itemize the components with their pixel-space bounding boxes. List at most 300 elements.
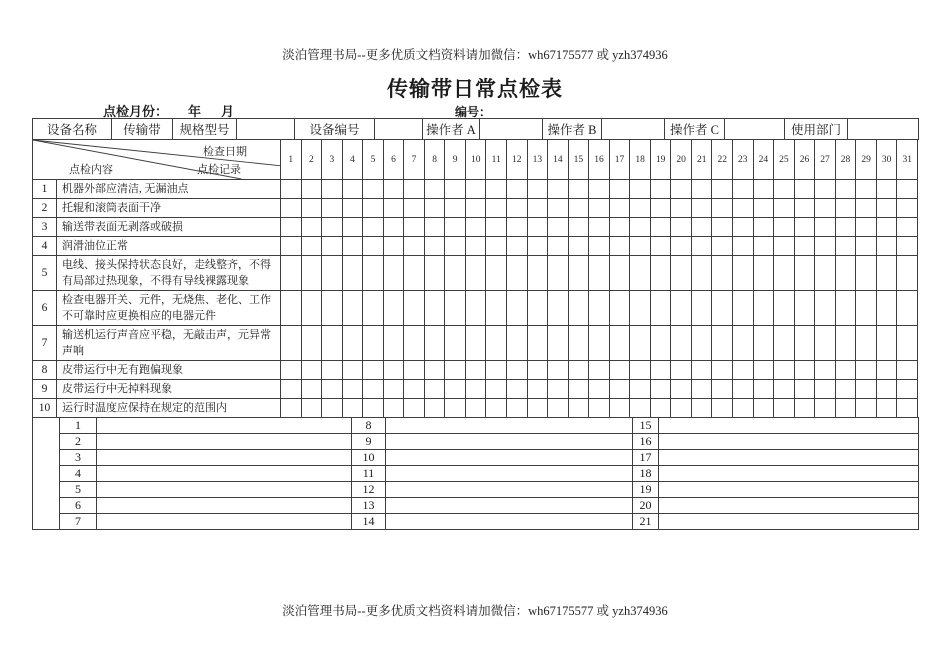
check-row-7 — [33, 326, 918, 361]
day-record-cell — [609, 256, 630, 291]
remark-number: 4 — [60, 466, 97, 482]
day-record-cell — [568, 326, 589, 361]
day-record-cell — [753, 399, 774, 418]
day-25-header: 25 — [774, 140, 795, 180]
day-record-cell — [281, 399, 302, 418]
day-record-cell — [671, 380, 692, 399]
day-record-cell — [609, 380, 630, 399]
day-record-cell — [691, 180, 712, 199]
day-record-cell — [383, 291, 404, 326]
remark-number: 17 — [633, 450, 659, 466]
day-record-cell — [486, 256, 507, 291]
day-record-cell — [753, 291, 774, 326]
check-item-text: 电线、接头保持状态良好，走线整齐，不得有局部过热现象，不得有导线裸露现象 — [57, 256, 281, 291]
day-record-cell — [794, 380, 815, 399]
remark-value-cell — [659, 434, 919, 450]
day-record-cell — [753, 326, 774, 361]
day-record-cell — [733, 256, 754, 291]
operator-c-value — [725, 119, 785, 140]
check-row-4 — [33, 237, 918, 256]
day-27-header: 27 — [815, 140, 836, 180]
day-record-cell — [671, 399, 692, 418]
day-4-header: 4 — [342, 140, 363, 180]
check-content-label: 点检内容 — [69, 164, 113, 176]
day-record-cell — [835, 326, 856, 361]
day-record-cell — [630, 326, 651, 361]
day-record-cell — [589, 256, 610, 291]
day-record-cell — [363, 291, 384, 326]
day-record-cell — [856, 361, 877, 380]
day-record-cell — [733, 291, 754, 326]
day-record-cell — [691, 256, 712, 291]
day-record-cell — [465, 180, 486, 199]
check-record-label: 点检记录 — [197, 164, 241, 176]
day-record-cell — [897, 180, 918, 199]
day-record-cell — [897, 291, 918, 326]
day-record-cell — [733, 237, 754, 256]
day-record-cell — [774, 256, 795, 291]
day-record-cell — [363, 256, 384, 291]
day-record-cell — [650, 326, 671, 361]
day-record-cell — [363, 326, 384, 361]
day-record-cell — [404, 380, 425, 399]
day-record-cell — [301, 291, 322, 326]
day-record-cell — [897, 256, 918, 291]
remark-number: 16 — [633, 434, 659, 450]
day-3-header: 3 — [322, 140, 343, 180]
device-name-label: 设备名称 — [33, 119, 112, 140]
day-record-cell — [465, 361, 486, 380]
day-record-cell — [794, 237, 815, 256]
day-record-cell — [548, 361, 569, 380]
day-record-cell — [671, 180, 692, 199]
day-record-cell — [650, 256, 671, 291]
day-record-cell — [342, 237, 363, 256]
day-record-cell — [548, 291, 569, 326]
day-record-cell — [733, 218, 754, 237]
page-title: 传输带日常点检表 — [387, 78, 563, 101]
day-record-cell — [589, 199, 610, 218]
day-record-cell — [712, 399, 733, 418]
day-13-header: 13 — [527, 140, 548, 180]
top-watermark-note: 淡泊管理书局--更多优质文档资料请加微信：wh67175577 或 yzh374936 — [282, 48, 668, 62]
day-record-cell — [774, 218, 795, 237]
device-number-value — [375, 119, 423, 140]
remarks-row-5 — [33, 482, 919, 498]
day-record-cell — [897, 218, 918, 237]
day-record-cell — [301, 326, 322, 361]
day-15-header: 15 — [568, 140, 589, 180]
remark-number: 9 — [352, 434, 386, 450]
day-record-cell — [404, 237, 425, 256]
day-record-cell — [815, 291, 836, 326]
day-record-cell — [753, 199, 774, 218]
remarks-row-1 — [33, 418, 919, 434]
spec-model-value — [237, 119, 295, 140]
day-11-header: 11 — [486, 140, 507, 180]
bottom-watermark-note: 淡泊管理书局--更多优质文档资料请加微信：wh67175577 或 yzh374936 — [282, 604, 668, 618]
day-record-cell — [897, 326, 918, 361]
day-record-cell — [363, 380, 384, 399]
remark-number: 7 — [60, 514, 97, 530]
day-record-cell — [486, 180, 507, 199]
day-record-cell — [363, 199, 384, 218]
day-record-cell — [712, 361, 733, 380]
day-record-cell — [835, 218, 856, 237]
day-record-cell — [733, 199, 754, 218]
day-10-header: 10 — [465, 140, 486, 180]
check-row-number: 6 — [33, 291, 57, 326]
day-record-cell — [630, 237, 651, 256]
day-record-cell — [486, 326, 507, 361]
day-record-cell — [301, 399, 322, 418]
operator-c-label: 操作者 C — [665, 119, 725, 140]
day-31-header: 31 — [897, 140, 918, 180]
day-record-cell — [301, 361, 322, 380]
day-record-cell — [465, 399, 486, 418]
day-record-cell — [527, 361, 548, 380]
check-item-text: 机器外部应清洁, 无漏油点 — [57, 180, 281, 199]
day-record-cell — [507, 380, 528, 399]
remark-number: 18 — [633, 466, 659, 482]
day-record-cell — [815, 180, 836, 199]
day-record-cell — [486, 199, 507, 218]
day-20-header: 20 — [671, 140, 692, 180]
day-record-cell — [445, 326, 466, 361]
remarks-row-4 — [33, 466, 919, 482]
day-9-header: 9 — [445, 140, 466, 180]
check-row-number: 7 — [33, 326, 57, 361]
check-row-number: 3 — [33, 218, 57, 237]
day-record-cell — [753, 218, 774, 237]
day-record-cell — [794, 218, 815, 237]
day-record-cell — [445, 256, 466, 291]
day-record-cell — [856, 199, 877, 218]
day-record-cell — [383, 256, 404, 291]
day-record-cell — [301, 199, 322, 218]
day-7-header: 7 — [404, 140, 425, 180]
remark-number: 1 — [60, 418, 97, 434]
day-2-header: 2 — [301, 140, 322, 180]
day-record-cell — [630, 256, 651, 291]
day-record-cell — [363, 237, 384, 256]
day-record-cell — [876, 380, 897, 399]
day-record-cell — [548, 218, 569, 237]
day-record-cell — [774, 237, 795, 256]
day-record-cell — [774, 399, 795, 418]
day-record-cell — [589, 380, 610, 399]
day-record-cell — [568, 291, 589, 326]
remark-value-cell — [659, 450, 919, 466]
day-record-cell — [671, 326, 692, 361]
day-record-cell — [383, 180, 404, 199]
day-record-cell — [301, 256, 322, 291]
day-record-cell — [527, 380, 548, 399]
remark-number: 6 — [60, 498, 97, 514]
day-record-cell — [424, 326, 445, 361]
day-record-cell — [342, 291, 363, 326]
day-record-cell — [342, 361, 363, 380]
day-record-cell — [404, 361, 425, 380]
day-record-cell — [322, 399, 343, 418]
day-record-cell — [548, 380, 569, 399]
day-record-cell — [465, 218, 486, 237]
day-record-cell — [568, 380, 589, 399]
check-item-text: 皮带运行中无有跑偏现象 — [57, 361, 281, 380]
day-record-cell — [856, 380, 877, 399]
check-date-label: 检查日期 — [203, 146, 247, 158]
day-record-cell — [794, 256, 815, 291]
day-19-header: 19 — [650, 140, 671, 180]
day-record-cell — [630, 180, 651, 199]
day-record-cell — [383, 399, 404, 418]
day-record-cell — [363, 399, 384, 418]
remark-number: 5 — [60, 482, 97, 498]
day-record-cell — [609, 326, 630, 361]
day-record-cell — [301, 180, 322, 199]
day-record-cell — [445, 291, 466, 326]
day-record-cell — [383, 199, 404, 218]
remark-value-cell — [386, 514, 633, 530]
remark-value-cell — [659, 418, 919, 434]
remark-number: 3 — [60, 450, 97, 466]
day-record-cell — [548, 256, 569, 291]
day-record-cell — [424, 218, 445, 237]
remark-value-cell — [97, 498, 352, 514]
day-record-cell — [856, 256, 877, 291]
day-record-cell — [630, 218, 651, 237]
day-record-cell — [856, 237, 877, 256]
day-record-cell — [712, 380, 733, 399]
day-30-header: 30 — [876, 140, 897, 180]
remark-value-cell — [97, 514, 352, 530]
day-record-cell — [507, 291, 528, 326]
day-record-cell — [876, 361, 897, 380]
remark-value-cell — [659, 498, 919, 514]
check-item-text: 托辊和滚筒表面干净 — [57, 199, 281, 218]
remarks-table — [32, 417, 919, 530]
day-record-cell — [445, 399, 466, 418]
day-record-cell — [671, 291, 692, 326]
day-record-cell — [712, 218, 733, 237]
day-16-header: 16 — [589, 140, 610, 180]
day-record-cell — [568, 237, 589, 256]
day-record-cell — [794, 180, 815, 199]
day-record-cell — [876, 291, 897, 326]
remark-value-cell — [97, 450, 352, 466]
day-record-cell — [815, 399, 836, 418]
day-record-cell — [630, 291, 651, 326]
check-row-9 — [33, 380, 918, 399]
device-number-label: 设备编号 — [295, 119, 375, 140]
equipment-info-table — [32, 118, 919, 140]
day-record-cell — [322, 361, 343, 380]
day-23-header: 23 — [733, 140, 754, 180]
day-record-cell — [281, 218, 302, 237]
day-record-cell — [568, 218, 589, 237]
day-record-cell — [835, 237, 856, 256]
day-record-cell — [424, 199, 445, 218]
day-record-cell — [322, 291, 343, 326]
remark-number: 15 — [633, 418, 659, 434]
day-record-cell — [465, 291, 486, 326]
day-record-cell — [445, 199, 466, 218]
day-record-cell — [794, 199, 815, 218]
left-spacer-cell — [33, 418, 60, 530]
check-row-8 — [33, 361, 918, 380]
daily-check-table — [32, 139, 918, 418]
day-record-cell — [815, 326, 836, 361]
day-record-cell — [650, 399, 671, 418]
serial-number-label: 编号： — [455, 105, 492, 119]
day-record-cell — [897, 361, 918, 380]
day-record-cell — [794, 291, 815, 326]
day-record-cell — [589, 218, 610, 237]
day-record-cell — [383, 380, 404, 399]
remark-number: 20 — [633, 498, 659, 514]
day-17-header: 17 — [609, 140, 630, 180]
day-record-cell — [774, 326, 795, 361]
day-record-cell — [342, 399, 363, 418]
day-record-cell — [897, 399, 918, 418]
day-record-cell — [342, 380, 363, 399]
day-record-cell — [650, 199, 671, 218]
day-record-cell — [548, 199, 569, 218]
day-record-cell — [712, 326, 733, 361]
day-record-cell — [609, 237, 630, 256]
day-record-cell — [281, 180, 302, 199]
day-record-cell — [630, 399, 651, 418]
day-record-cell — [794, 361, 815, 380]
day-record-cell — [465, 199, 486, 218]
day-record-cell — [404, 399, 425, 418]
operator-a-value — [480, 119, 543, 140]
check-row-10 — [33, 399, 918, 418]
day-record-cell — [835, 399, 856, 418]
day-record-cell — [835, 256, 856, 291]
day-record-cell — [527, 291, 548, 326]
remark-value-cell — [659, 466, 919, 482]
remark-number: 21 — [633, 514, 659, 530]
day-record-cell — [691, 361, 712, 380]
day-record-cell — [281, 199, 302, 218]
remark-value-cell — [386, 482, 633, 498]
day-record-cell — [507, 180, 528, 199]
remark-value-cell — [386, 450, 633, 466]
day-record-cell — [630, 380, 651, 399]
day-5-header: 5 — [363, 140, 384, 180]
day-record-cell — [281, 256, 302, 291]
day-record-cell — [322, 199, 343, 218]
day-record-cell — [671, 237, 692, 256]
day-record-cell — [322, 218, 343, 237]
day-record-cell — [404, 256, 425, 291]
day-record-cell — [301, 218, 322, 237]
day-record-cell — [527, 180, 548, 199]
day-record-cell — [753, 237, 774, 256]
day-record-cell — [568, 361, 589, 380]
day-record-cell — [589, 326, 610, 361]
day-record-cell — [424, 180, 445, 199]
day-record-cell — [671, 256, 692, 291]
remark-value-cell — [386, 418, 633, 434]
day-8-header: 8 — [424, 140, 445, 180]
day-record-cell — [897, 199, 918, 218]
day-record-cell — [322, 326, 343, 361]
day-record-cell — [815, 199, 836, 218]
day-record-cell — [568, 199, 589, 218]
remark-value-cell — [386, 466, 633, 482]
day-record-cell — [424, 361, 445, 380]
day-record-cell — [609, 180, 630, 199]
check-item-text: 润滑油位正常 — [57, 237, 281, 256]
remark-number: 10 — [352, 450, 386, 466]
day-record-cell — [733, 326, 754, 361]
day-record-cell — [281, 291, 302, 326]
check-item-text: 输送机运行声音应平稳，无敲击声，元异常声响 — [57, 326, 281, 361]
remark-value-cell — [386, 434, 633, 450]
operator-b-label: 操作者 B — [543, 119, 602, 140]
day-record-cell — [527, 199, 548, 218]
day-record-cell — [856, 326, 877, 361]
day-record-cell — [691, 380, 712, 399]
year-blank-label: 年 — [188, 104, 202, 119]
day-record-cell — [383, 326, 404, 361]
day-record-cell — [589, 291, 610, 326]
day-record-cell — [691, 199, 712, 218]
day-record-cell — [794, 399, 815, 418]
remark-value-cell — [659, 482, 919, 498]
day-record-cell — [609, 399, 630, 418]
day-record-cell — [733, 380, 754, 399]
day-record-cell — [363, 180, 384, 199]
day-record-cell — [609, 361, 630, 380]
day-record-cell — [876, 218, 897, 237]
day-record-cell — [589, 361, 610, 380]
day-record-cell — [445, 237, 466, 256]
check-row-3 — [33, 218, 918, 237]
day-29-header: 29 — [856, 140, 877, 180]
day-record-cell — [383, 237, 404, 256]
day-record-cell — [527, 237, 548, 256]
remark-number: 11 — [352, 466, 386, 482]
day-record-cell — [835, 199, 856, 218]
day-24-header: 24 — [753, 140, 774, 180]
day-record-cell — [733, 361, 754, 380]
day-record-cell — [507, 326, 528, 361]
day-record-cell — [527, 326, 548, 361]
day-record-cell — [445, 180, 466, 199]
check-item-text: 运行时温度应保持在规定的范围内 — [57, 399, 281, 418]
day-26-header: 26 — [794, 140, 815, 180]
check-row-number: 10 — [33, 399, 57, 418]
day-record-cell — [650, 237, 671, 256]
day-record-cell — [815, 256, 836, 291]
day-record-cell — [424, 380, 445, 399]
day-28-header: 28 — [835, 140, 856, 180]
day-6-header: 6 — [383, 140, 404, 180]
check-row-number: 4 — [33, 237, 57, 256]
day-record-cell — [342, 218, 363, 237]
day-record-cell — [835, 180, 856, 199]
day-record-cell — [383, 361, 404, 380]
day-record-cell — [897, 380, 918, 399]
day-record-cell — [753, 361, 774, 380]
check-row-1 — [33, 180, 918, 199]
using-department-label: 使用部门 — [785, 119, 848, 140]
day-record-cell — [630, 361, 651, 380]
day-record-cell — [404, 180, 425, 199]
